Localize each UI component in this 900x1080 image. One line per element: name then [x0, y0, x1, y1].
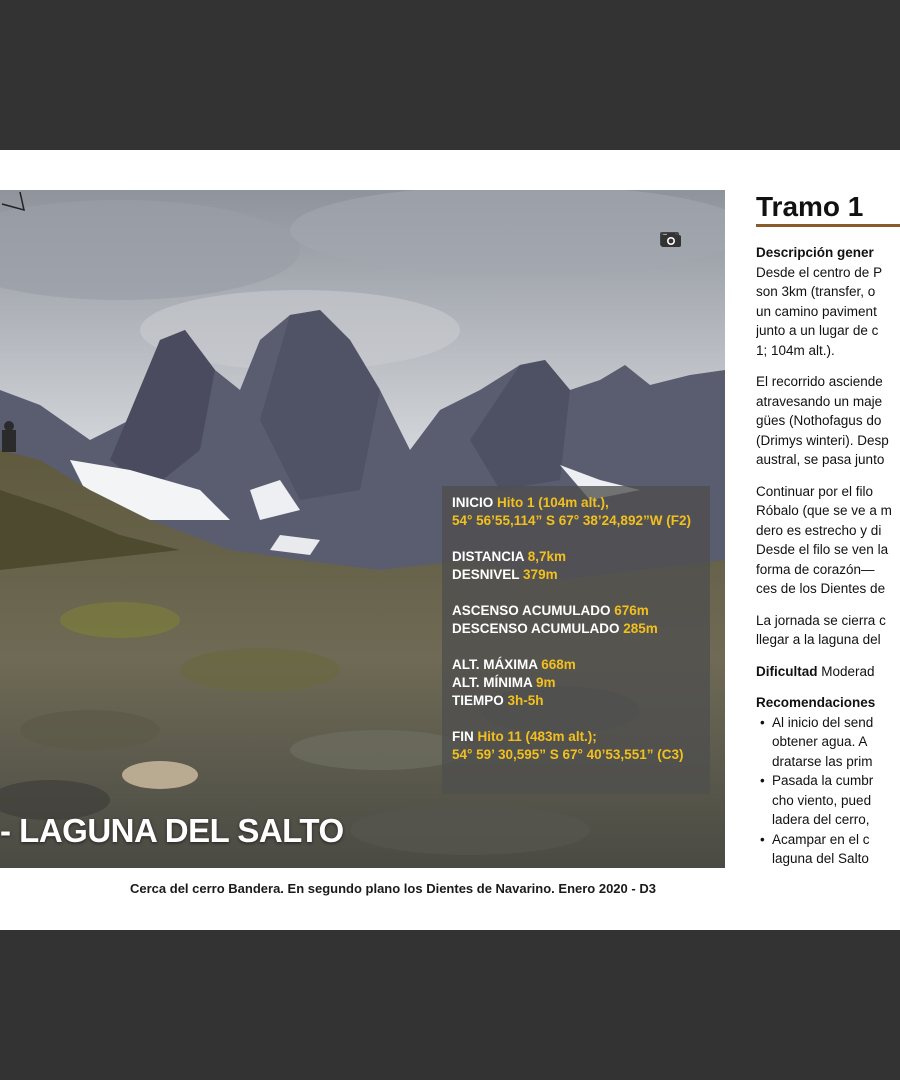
- paragraph-1: [756, 263, 900, 361]
- bullet-dot: •: [760, 714, 765, 730]
- recommendations-list: [756, 713, 900, 869]
- route-info-box: [442, 486, 710, 794]
- text-line: Acampar en el c: [772, 831, 870, 847]
- distance-group: [452, 548, 700, 584]
- text-line: (Drimys winteri). Desp: [756, 432, 889, 448]
- pointer-line-icon: [0, 190, 30, 214]
- text-line: dero es estrecho y di: [756, 522, 882, 538]
- photo-title: - LAGUNA DEL SALTO: [0, 812, 344, 849]
- alt-max-value: 668m: [541, 657, 576, 672]
- text-line: Al inicio del send: [772, 714, 874, 730]
- text-line: atravesando un maje: [756, 393, 883, 409]
- descenso-value: 285m: [623, 621, 658, 636]
- desnivel-label: DESNIVEL: [452, 567, 520, 582]
- photo-badges: [660, 232, 679, 246]
- difficulty-label: Dificultad: [756, 663, 818, 679]
- paragraph-4: [756, 611, 900, 650]
- altitude-group: [452, 656, 700, 710]
- text-line: llegar a la laguna del: [756, 632, 881, 647]
- text-line: junto a un lugar de c: [756, 323, 879, 338]
- alt-min-label: ALT. MÍNIMA: [452, 675, 533, 690]
- text-line: ces de los Dientes de: [756, 581, 886, 596]
- list-item: [756, 713, 900, 772]
- tiempo-value: 3h-5h: [507, 693, 544, 708]
- text-line: un camino paviment: [756, 303, 877, 319]
- camera-icon: [660, 232, 682, 248]
- inicio-group: [452, 494, 700, 530]
- alt-max-label: ALT. MÁXIMA: [452, 657, 538, 672]
- tramo-title: Tramo 1: [756, 191, 864, 222]
- fin-label: FIN: [452, 729, 474, 744]
- text-line: Continuar por el filo: [756, 483, 874, 499]
- inicio-label: INICIO: [452, 495, 494, 510]
- inicio-coords: 54° 56’55,114” S 67° 38’24,892”W (F2): [452, 513, 691, 528]
- text-line: son 3km (transfer, o: [756, 284, 876, 299]
- text-line: Róbalo (que se ve a m: [756, 503, 892, 518]
- fin-value: Hito 11 (483m alt.);: [477, 729, 597, 744]
- ascenso-label: ASCENSO ACUMULADO: [452, 603, 611, 618]
- alt-min-value: 9m: [536, 675, 556, 690]
- document-page: [0, 150, 900, 930]
- text-line: El recorrido asciende: [756, 374, 883, 389]
- text-line: Pasada la cumbr: [772, 773, 874, 788]
- desnivel-value: 379m: [523, 567, 558, 582]
- text-line: cho viento, pued: [772, 792, 872, 808]
- photo-caption: Cerca del cerro Bandera. En segundo plano los Dientes de Navarino. Enero 2020 - D3: [130, 881, 656, 896]
- text-line: 1; 104m alt.).: [756, 342, 835, 358]
- accumulated-group: [452, 602, 700, 638]
- list-item: [756, 830, 900, 869]
- difficulty-value: Moderad: [821, 663, 875, 679]
- text-line: gües (Nothofagus do: [756, 413, 882, 428]
- title-rule: [756, 224, 900, 227]
- ascenso-value: 676m: [614, 603, 649, 618]
- tiempo-label: TIEMPO: [452, 693, 504, 708]
- distancia-value: 8,7km: [527, 549, 567, 564]
- distancia-label: DISTANCIA: [452, 549, 524, 564]
- difficulty-line: [756, 662, 900, 682]
- descenso-label: DESCENSO ACUMULADO: [452, 621, 620, 636]
- text-line: laguna del Salto: [772, 851, 869, 866]
- text-line: La jornada se cierra c: [756, 612, 886, 628]
- description-heading: Descripción gener: [756, 245, 874, 260]
- recommendations-heading: Recomendaciones: [756, 695, 876, 710]
- paragraph-3: [756, 482, 900, 599]
- paragraph-2: [756, 372, 900, 470]
- bullet-dot: •: [760, 773, 765, 788]
- text-line: ladera del cerro,: [772, 812, 870, 827]
- text-line: obtener agua. A: [772, 734, 868, 749]
- mountain-photo: [0, 190, 725, 868]
- list-item: [756, 771, 900, 830]
- text-line: forma de corazón—: [756, 561, 875, 577]
- text-line: Desde el filo se ven la: [756, 542, 889, 557]
- text-line: dratarse las prim: [772, 753, 873, 769]
- text-line: Desde el centro de P: [756, 264, 883, 280]
- inicio-value: Hito 1 (104m alt.),: [497, 495, 609, 510]
- bullet-dot: •: [760, 831, 765, 847]
- right-column: [756, 190, 900, 869]
- fin-coords: 54° 59’ 30,595” S 67° 40’53,551” (C3): [452, 747, 684, 762]
- fin-group: [452, 728, 700, 764]
- text-line: austral, se pasa junto: [756, 452, 885, 467]
